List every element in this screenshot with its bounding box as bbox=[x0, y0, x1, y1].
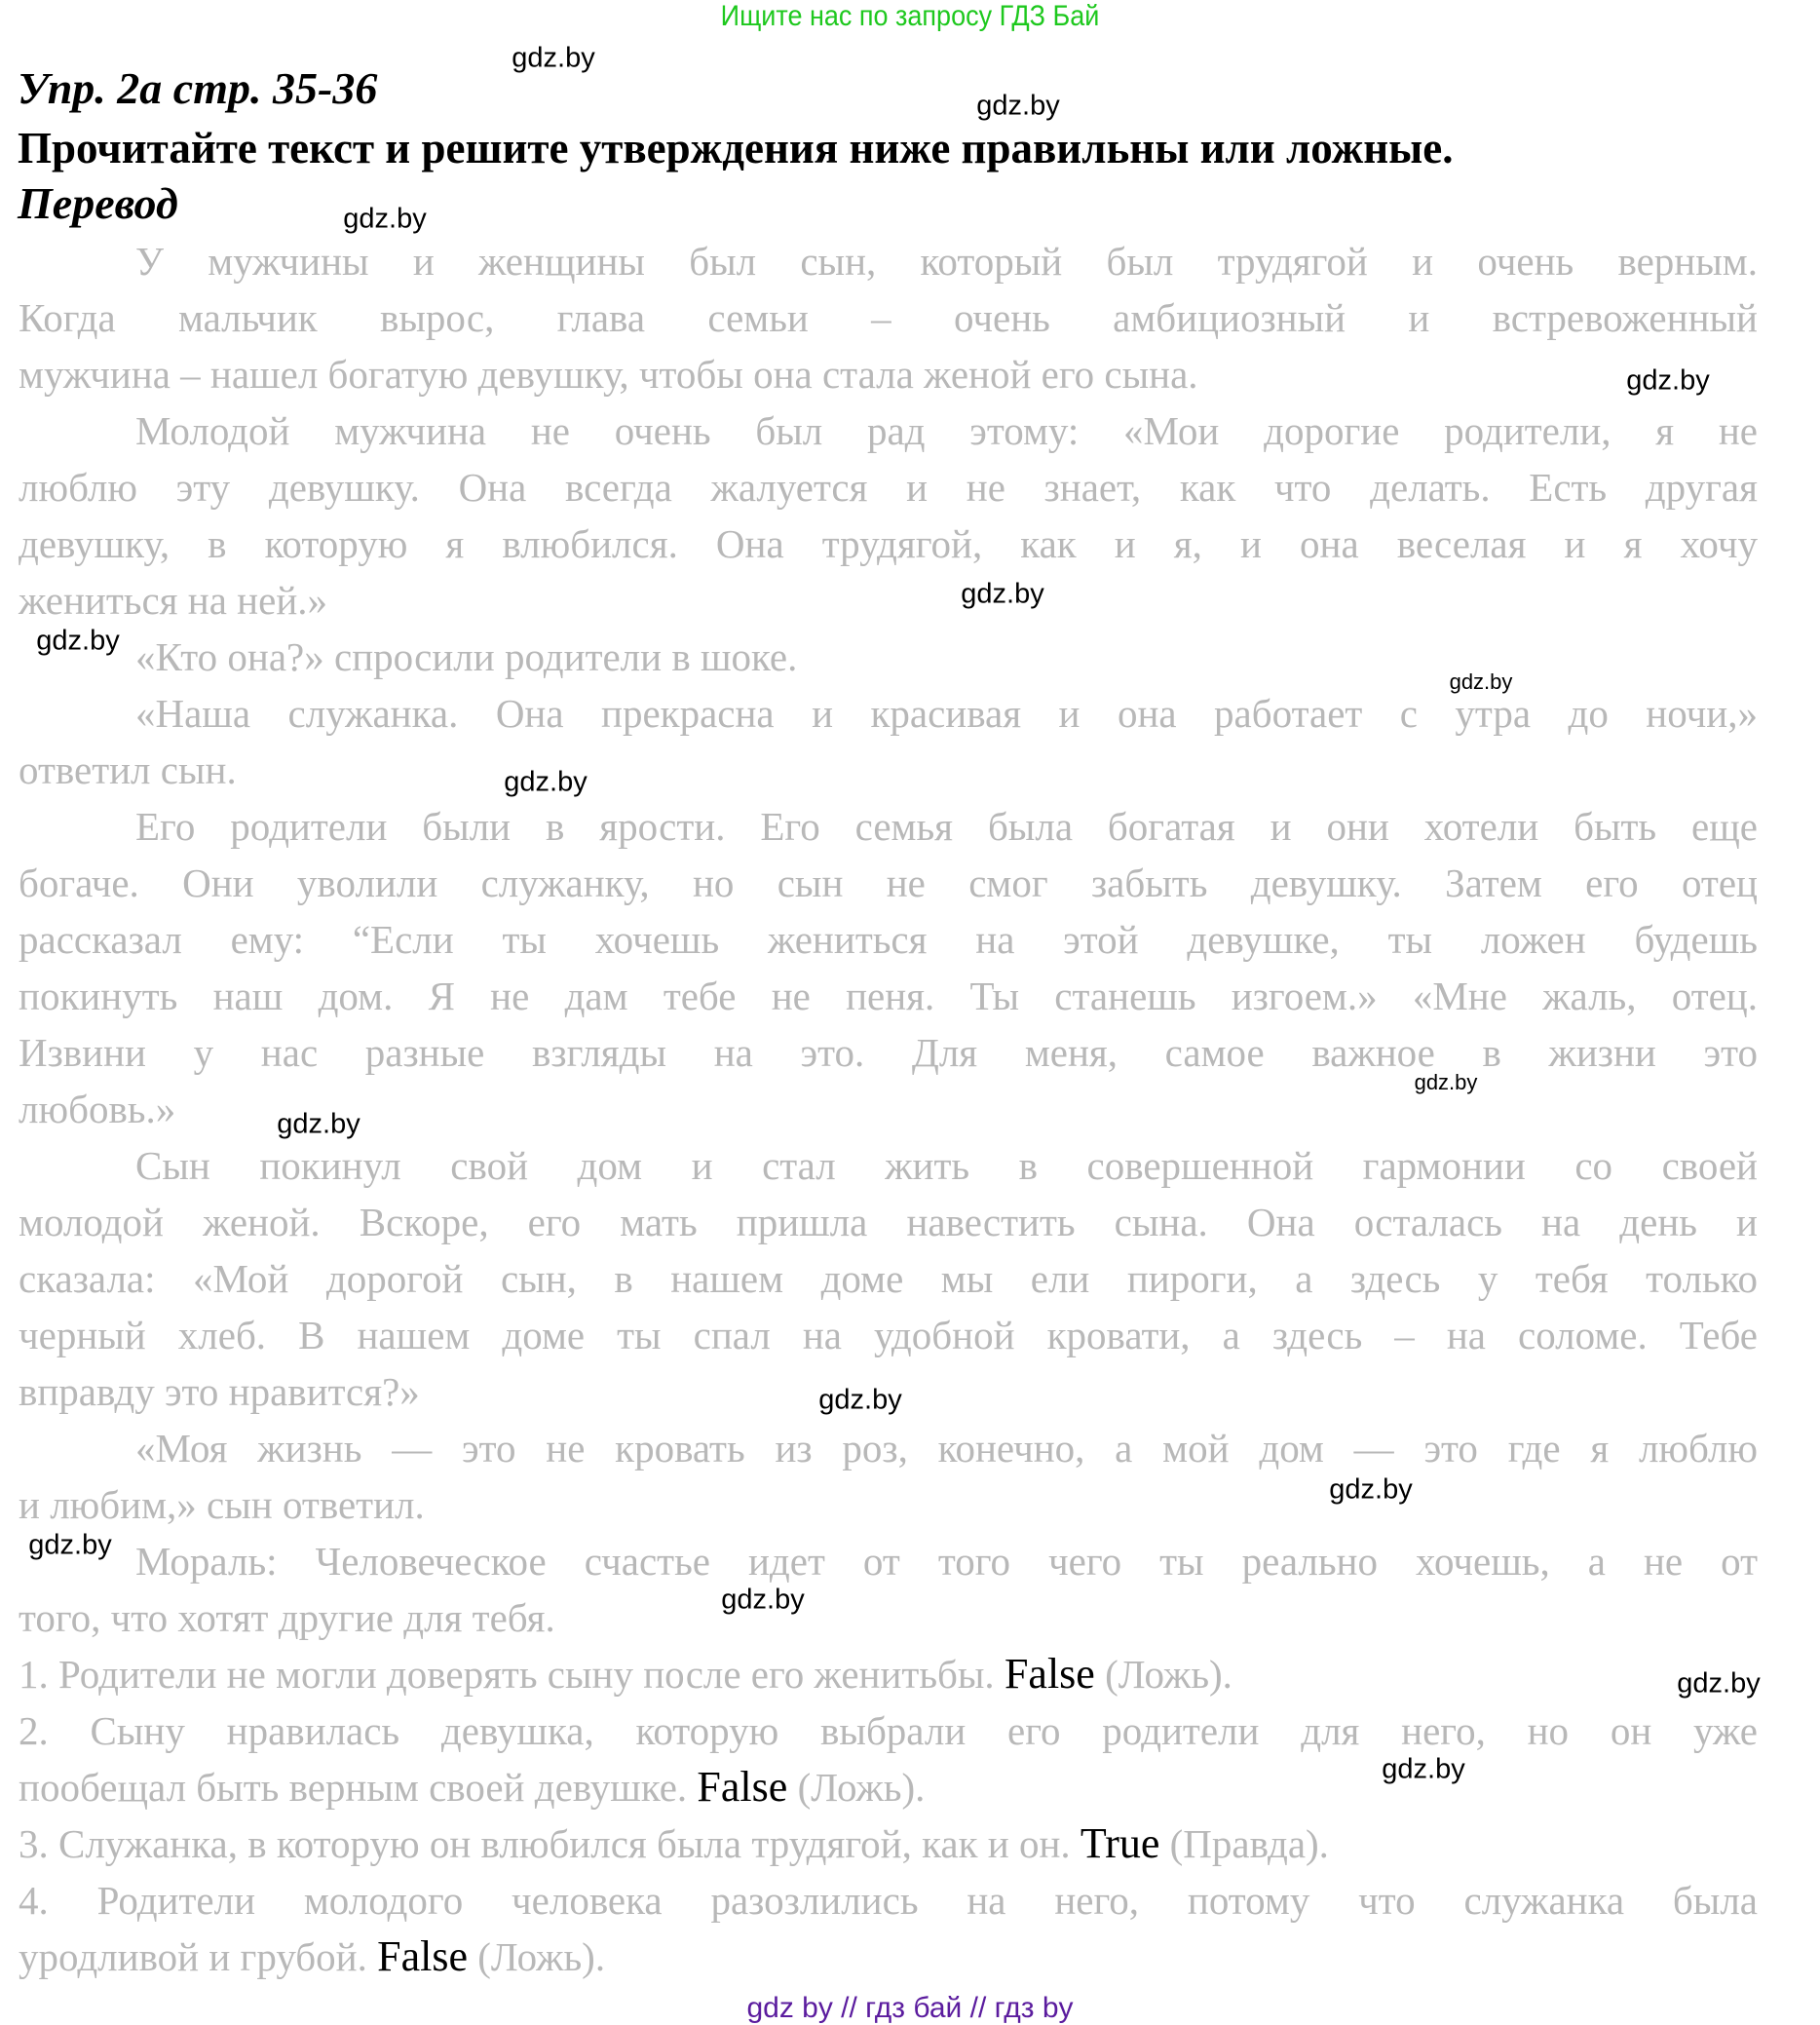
text-line: молодой женой. Вскоре, его мать пришла навестить сына. Она осталась на день и bbox=[19, 1200, 1758, 1244]
search-banner: Ищите нас по запросу ГДЗ Бай bbox=[720, 0, 1100, 32]
answer-value: False bbox=[377, 1932, 468, 1980]
text-line: Мораль: Человеческое счастье идет от того чего ты реально хочешь, а не от bbox=[135, 1539, 1758, 1584]
answer-value: False bbox=[697, 1763, 788, 1811]
watermark: gdz.by bbox=[512, 42, 595, 74]
watermark: gdz.by bbox=[976, 90, 1060, 122]
watermark: gdz.by bbox=[1449, 669, 1513, 694]
watermark: gdz.by bbox=[504, 766, 588, 798]
text-line: и любим,» сын ответил. bbox=[19, 1482, 425, 1527]
watermark: gdz.by bbox=[1382, 1753, 1465, 1785]
watermark: gdz.by bbox=[721, 1584, 805, 1616]
text-line: любовь.» bbox=[19, 1087, 176, 1131]
text-line: Извини у нас разные взгляды на это. Для меня, самое важное в жизни это bbox=[19, 1030, 1758, 1075]
text-line: Его родители были в ярости. Его семья была богатая и они хотели быть еще bbox=[135, 804, 1758, 849]
question-text: 1. Родители не могли доверять сыну после его женитьбы. bbox=[19, 1652, 1005, 1697]
answer-translation: (Правда). bbox=[1159, 1821, 1329, 1866]
answer-translation: (Ложь). bbox=[1094, 1652, 1232, 1697]
question-text: 3. Служанка, в которую он влюбился была трудягой, как и он. bbox=[19, 1821, 1081, 1866]
text-line: «Наша служанка. Она прекрасна и красивая и она работает с утра до ночи,» bbox=[135, 691, 1758, 736]
text-line: жениться на ней.» bbox=[19, 578, 328, 623]
watermark: gdz.by bbox=[1677, 1667, 1761, 1700]
exercise-title: Упр. 2а стр. 35-36 bbox=[18, 63, 378, 113]
text-line: Молодой мужчина не очень был рад этому: «Мои дорогие родители, я не bbox=[135, 408, 1758, 453]
watermark: gdz.by bbox=[818, 1384, 902, 1416]
text-line: мужчина – нашел богатую девушку, чтобы она стала женой его сына. bbox=[19, 352, 1198, 397]
question-line: 2. Сыну нравилась девушка, которую выбрали его родители для него, но он уже bbox=[19, 1708, 1758, 1753]
question-1 bbox=[19, 1646, 1761, 1702]
text-line: сказала: «Мой дорогой сын, в нашем доме мы ели пироги, а здесь у тебя только bbox=[19, 1256, 1758, 1301]
text-line: У мужчины и женщины был сын, который был трудягой и очень верным. bbox=[135, 239, 1758, 284]
watermark: gdz.by bbox=[343, 203, 427, 235]
question-2 bbox=[19, 1759, 1758, 1815]
task-instruction: Прочитайте текст и решите утверждения ниже правильны или ложные. bbox=[18, 124, 1454, 172]
question-4 bbox=[19, 1929, 1758, 1985]
text-line: Сын покинул свой дом и стал жить в совершенной гармонии со своей bbox=[135, 1143, 1758, 1188]
text-line: ответил сын. bbox=[19, 747, 237, 792]
text-line: «Кто она?» спросили родители в шоке. bbox=[135, 634, 798, 679]
answer-value: False bbox=[1004, 1650, 1095, 1698]
text-line: покинуть наш дом. Я не дам тебе не пеня. Ты станешь изгоем.» «Мне жаль, отец. bbox=[19, 974, 1758, 1018]
question-line: 4. Родители молодого человека разозлились на него, потому что служанка была bbox=[19, 1878, 1758, 1923]
answer-translation: (Ложь). bbox=[787, 1765, 926, 1810]
watermark: gdz.by bbox=[1414, 1070, 1478, 1094]
text-line: черный хлеб. В нашем доме ты спал на удобной кровати, а здесь – на соломе. Тебе bbox=[19, 1313, 1758, 1357]
question-text: уродливой и грубой. bbox=[19, 1934, 378, 1979]
text-line: «Моя жизнь — это не кровать из роз, конечно, а мой дом — это где я люблю bbox=[135, 1426, 1758, 1471]
answer-translation: (Ложь). bbox=[467, 1934, 606, 1979]
watermark: gdz.by bbox=[28, 1529, 112, 1561]
text-line: того, что хотят другие для тебя. bbox=[19, 1595, 555, 1640]
question-text: пообещал быть верным своей девушке. bbox=[19, 1765, 698, 1810]
text-line: девушку, в которую я влюбился. Она трудягой, как и я, и она веселая и я хочу bbox=[19, 521, 1758, 566]
answer-value: True bbox=[1080, 1819, 1160, 1867]
footer-links: gdz by // гдз бай // гдз by bbox=[746, 1992, 1074, 2024]
text-line: богаче. Они уволили служанку, но сын не смог забыть девушку. Затем его отец bbox=[19, 860, 1758, 905]
translation-heading: Перевод bbox=[18, 178, 178, 228]
question-3 bbox=[19, 1815, 1758, 1872]
text-line: Когда мальчик вырос, глава семьи – очень амбициозный и встревоженный bbox=[19, 295, 1758, 340]
text-line: вправду это нравится?» bbox=[19, 1369, 420, 1414]
watermark: gdz.by bbox=[36, 625, 120, 657]
watermark: gdz.by bbox=[961, 578, 1044, 610]
watermark: gdz.by bbox=[1626, 364, 1710, 397]
text-line: люблю эту девушку. Она всегда жалуется и не знает, как что делать. Есть другая bbox=[19, 465, 1758, 510]
text-line: рассказал ему: “Если ты хочешь жениться на этой девушке, ты ложен будешь bbox=[19, 917, 1758, 962]
watermark: gdz.by bbox=[277, 1108, 360, 1140]
watermark: gdz.by bbox=[1329, 1473, 1413, 1506]
